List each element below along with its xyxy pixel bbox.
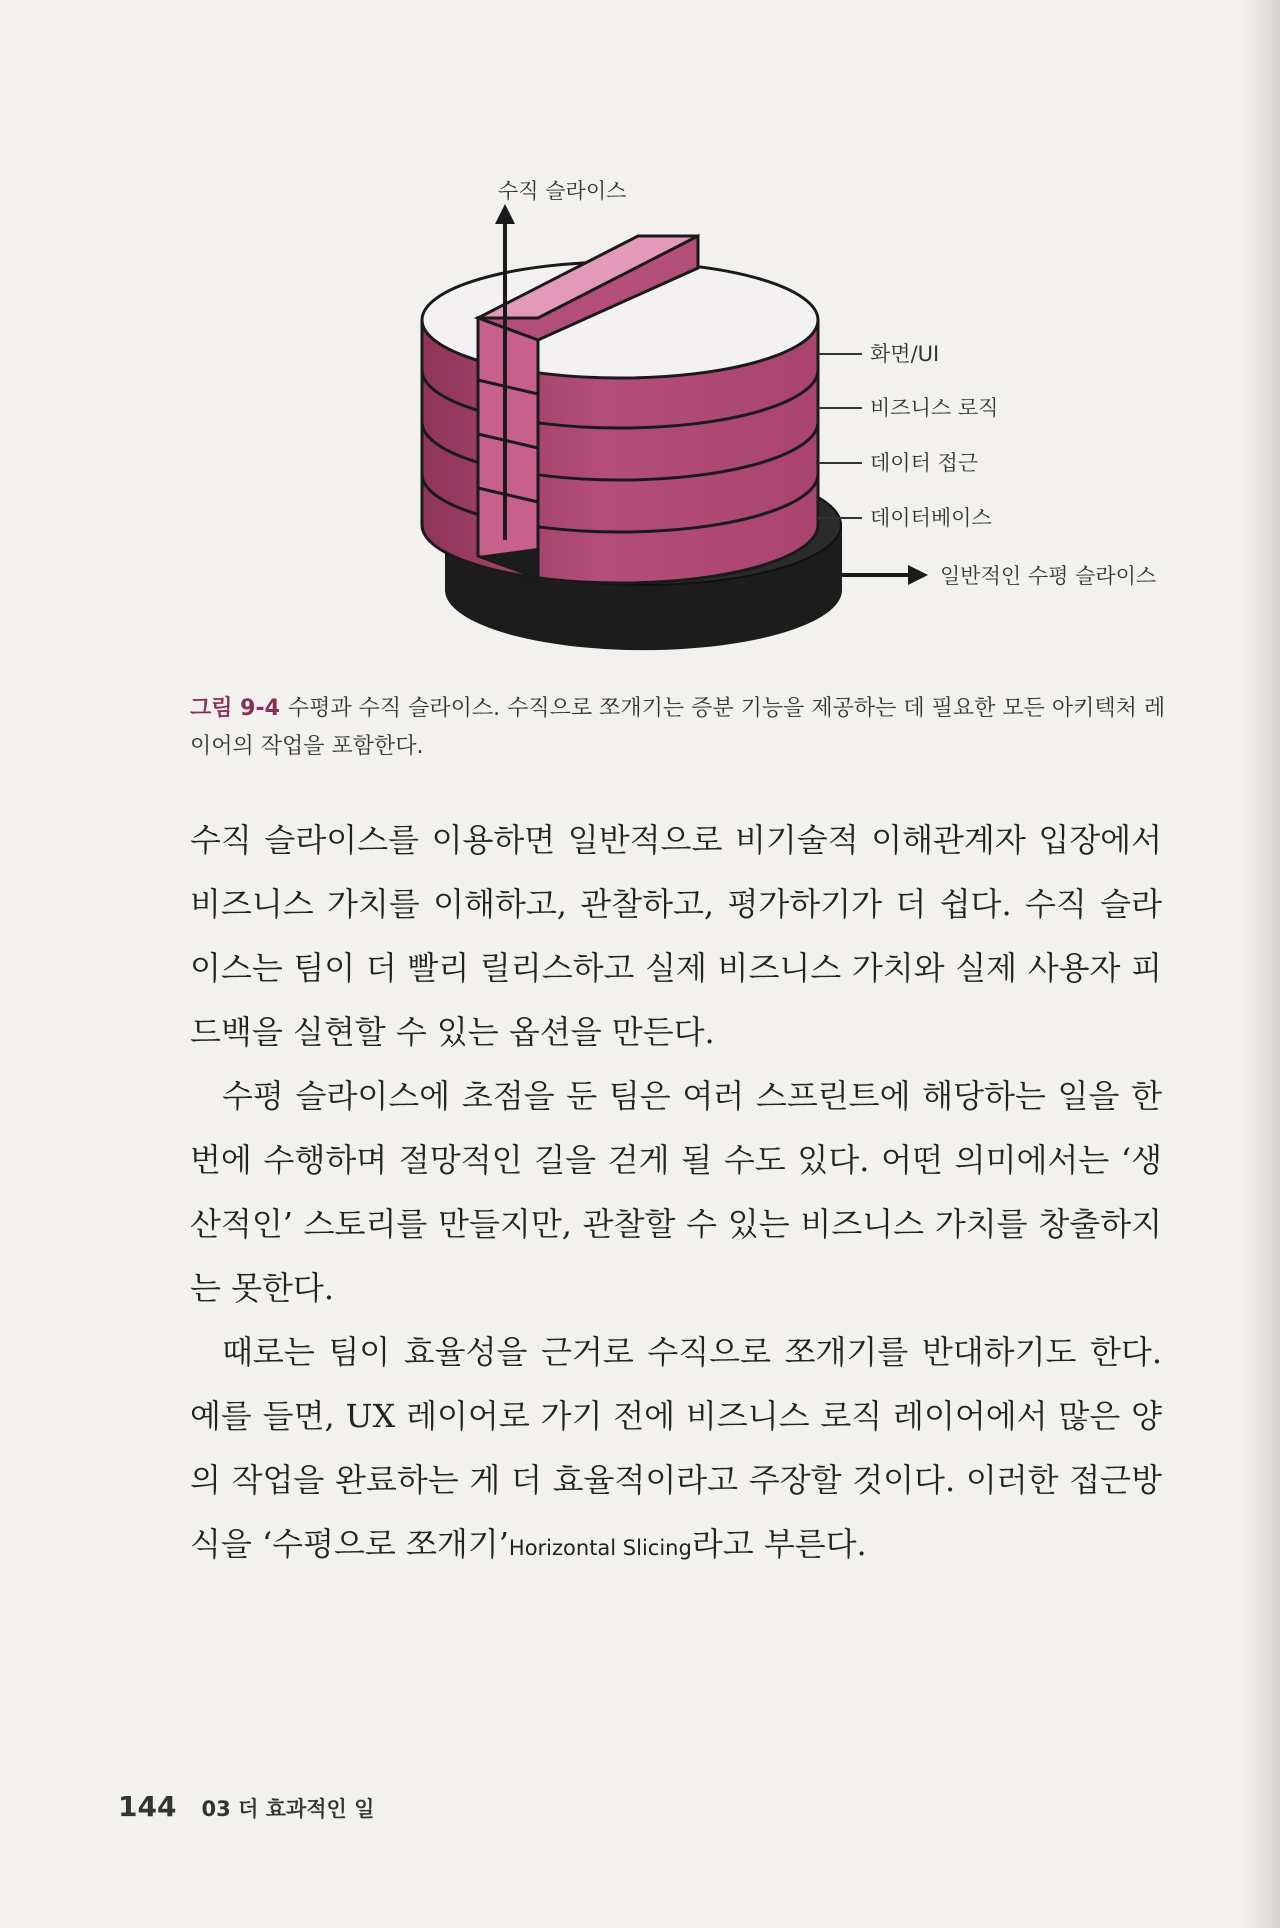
layer-label-data-access: 데이터 접근 [870,451,979,475]
caption-text: 수평과 수직 슬라이스. 수직으로 쪼개기는 증분 기능을 제공하는 데 필요한 모든 아키텍처 레이어의 작업을 포함한다. [190,696,1166,759]
paragraph-1: 수직 슬라이스를 이용하면 일반적으로 비기술적 이해관계자 입장에서 비즈니스 가치를 이해하고, 관찰하고, 평가하기가 더 쉽다. 수직 슬라이스는 팀이 더 빨리 릴리스하고 실제 비즈니스 가치와 실제 사용자 피드백을 실현할 수 있는 옵션을 만든다. [190,821,1162,1051]
paragraph-3-text: 때로는 팀이 효율성을 근거로 수직으로 쪼개기를 반대하기도 한다. 예를 들면, UX 레이어로 가기 전에 비즈니스 로직 레이어에서 많은 양의 작업을 완료하는 게 더 효율적이라고 주장할 것이다. 이러한 접근방식을 ‘수평으로 쪼개기’ [190,1333,1162,1563]
paragraph-3-tail: 라고 부른다. [691,1525,867,1563]
body-text [190,808,1162,1580]
vertical-slice-label: 수직 슬라이스 [498,179,627,203]
figure-9-4 [0,0,1280,680]
paragraph-2: 수평 슬라이스에 초점을 둔 팀은 여러 스프린트에 해당하는 일을 한 번에 수행하며 절망적인 길을 걷게 될 수도 있다. 어떤 의미에서는 ‘생산적인’ 스토리를 만들지만, 관찰할 수 있는 비즈니스 가치를 창출하지는 못한다. [190,1077,1162,1307]
page-footer [118,1790,374,1823]
layer-diagram [0,0,1280,680]
layer-label-business-logic: 비즈니스 로직 [870,396,999,420]
leader-lines [818,354,862,518]
page-number: 144 [118,1790,177,1823]
paragraph-3 [190,1320,1162,1580]
english-term: Horizontal Slicing [508,1536,692,1560]
figure-caption [190,690,1170,766]
chapter-title: 03 더 효과적인 일 [201,1797,375,1821]
layer-label-ui: 화면/UI [870,342,940,366]
horizontal-slice-label: 일반적인 수평 슬라이스 [940,564,1157,588]
layer-label-database: 데이터베이스 [870,506,992,530]
horizontal-arrow [842,565,928,585]
figure-number: 그림 9-4 [190,696,280,721]
